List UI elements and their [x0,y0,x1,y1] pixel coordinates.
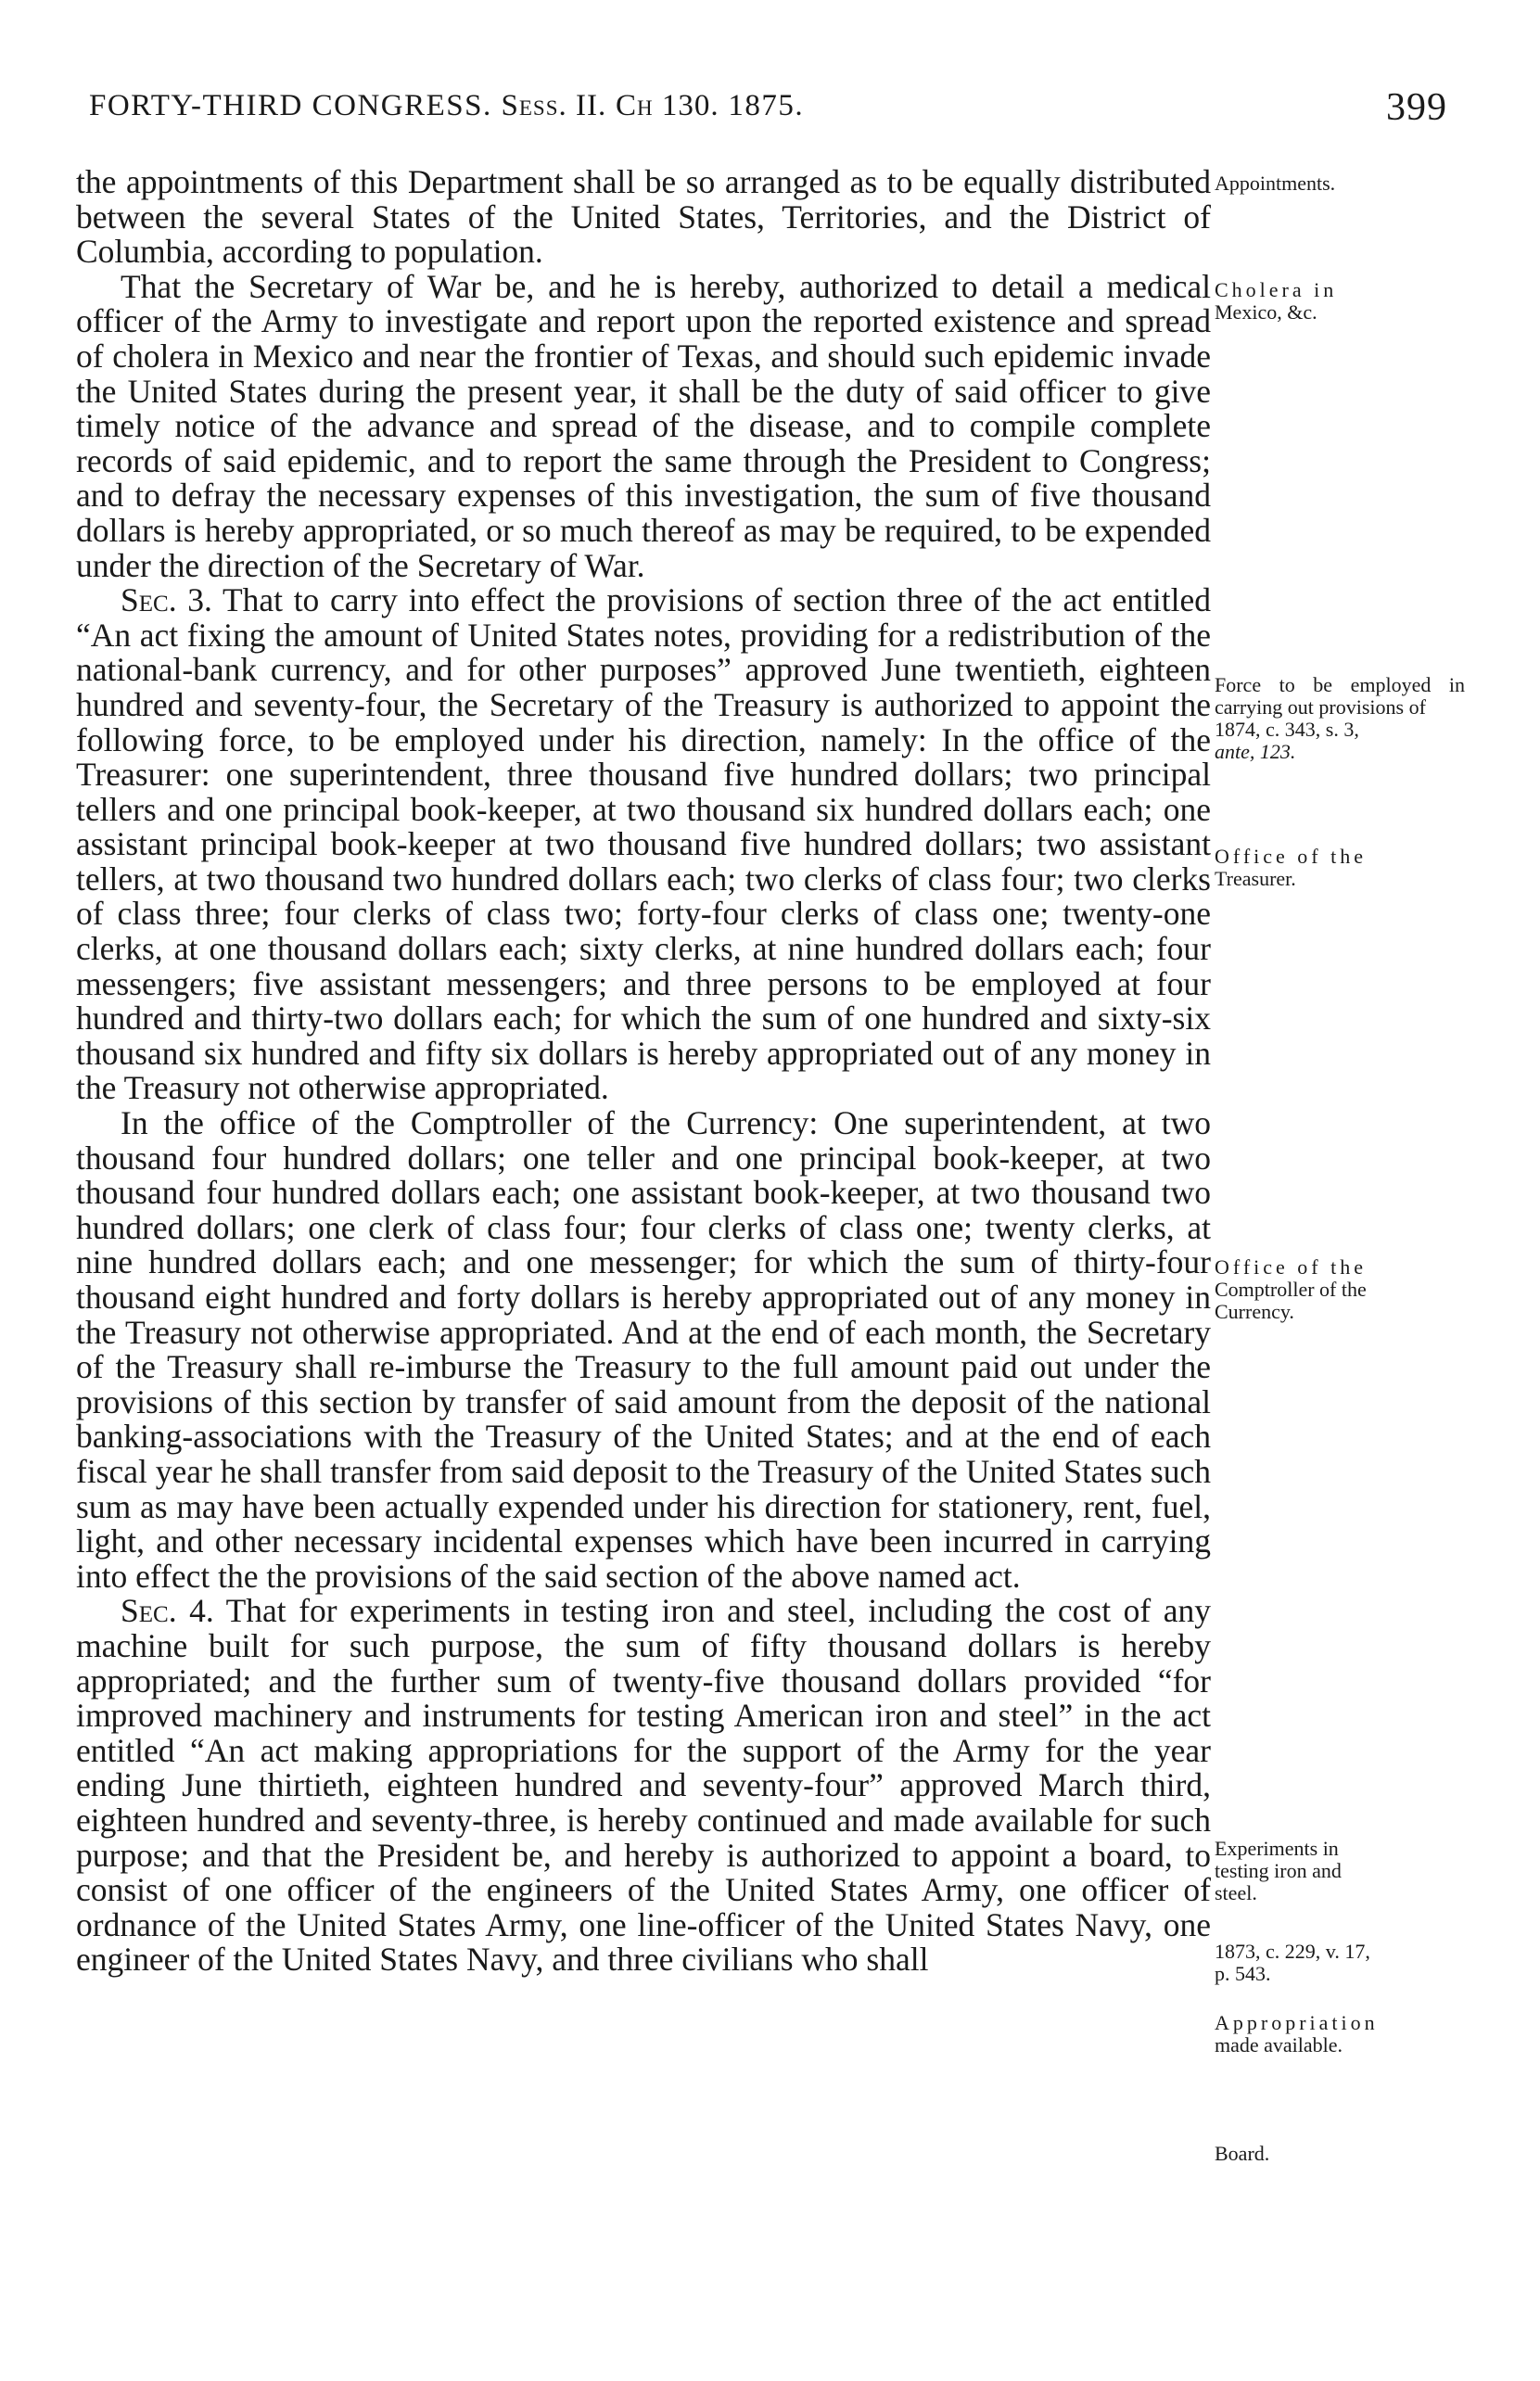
marginal-note-board [1215,2143,1465,2165]
marginal-note-force [1215,674,1465,763]
marginal-note-appointments [1215,172,1465,195]
page-header [89,85,1447,137]
marginal-note-line: Force to be employed in carrying out provisions of [1215,673,1465,719]
marginal-note-line: Appointments. [1215,172,1336,195]
paragraph-section-3 [76,583,1211,1106]
running-head [89,89,804,123]
marginal-note-line: Cholera in [1215,278,1338,301]
running-head-year: 1875. [728,89,805,122]
marginal-note-line: Office of the [1215,1255,1367,1279]
section-label: Sec. 3. [121,581,212,619]
running-head-chapter: Ch 130. [615,89,719,122]
statute-body [76,165,1211,1978]
marginal-note-line: steel. [1215,1881,1257,1904]
marginal-note-citation [1215,1941,1465,1985]
marginal-note-line: 1874, c. 343, s. 3, [1215,718,1359,741]
paragraph-appointments [76,165,1211,270]
paragraph-text: the appointments of this Department shall be so arranged as to be equally distributed between the several States of the United States, Territories, and the District of Columbia, according to population. [76,163,1211,271]
marginal-note-appropriation [1215,2012,1465,2056]
page-number: 399 [1386,86,1447,129]
marginal-note-line: ante, 123. [1215,740,1296,763]
marginal-note-line: made available. [1215,2033,1343,2056]
paragraph-cholera [76,267,1211,584]
paragraph-text: In the office of the Comptroller of the Currency: One superintendent, at two thousand four hundred dollars; one teller and one principal book-keeper, at two thousand four hundred dollars each; one assistant book-keeper, at two thousand two hundred dollars; one clerk of class four; four clerks of class one; twenty clerks, at nine hundred dollars each; and one messenger; for which the sum of thirty-four thousand eight hundred and forty dollars is hereby appropriated out of any money in the Treasury not otherwise appropriated. And at the end of each month, the Secretary of the Treasury shall re-imburse the Treasury to the full amount paid out under the provisions of this section by transfer of said amount from the deposit of the national banking-associations with the Treasury of the United States; and at the end of each fiscal year he shall transfer from said deposit to the Treasury of the United States such sum as may have been actually expended under his direction for stationery, rent, fuel, light, and other necessary incidental expenses which have been incurred in carrying into effect the the provisions of the said section of the above named act. [76,1104,1211,1595]
running-head-session: Sess. II. [501,89,607,122]
marginal-note-cholera [1215,279,1465,324]
marginal-note-line: 1873, c. 229, v. 17, [1215,1940,1370,1963]
marginal-note-experiments [1215,1838,1465,1904]
marginal-note-line: Board. [1215,2142,1270,2165]
section-label: Sec. 4. [121,1592,214,1630]
marginal-note-line: p. 543. [1215,1962,1271,1985]
marginal-note-line: Comptroller of the [1215,1278,1367,1301]
marginal-note-line: Office of the [1215,845,1367,868]
marginal-note-line: Treasurer. [1215,867,1296,890]
marginal-note-line: Appropriation [1215,2011,1379,2034]
marginal-note-line: testing iron and [1215,1859,1342,1882]
marginal-note-line: Mexico, &c. [1215,300,1317,324]
paragraph-comptroller [76,1106,1211,1594]
running-head-congress: FORTY-THIRD CONGRESS. [89,89,492,122]
marginal-note-line: Currency. [1215,1300,1294,1323]
marginal-note-treasurer [1215,846,1465,890]
marginal-note-line: Experiments in [1215,1837,1339,1860]
marginal-note-comptroller [1215,1256,1465,1323]
paragraph-text: That to carry into effect the provisions of section three of the act entitled “An act fixing the amount of United States notes, providing for a redistribution of the national-bank currency, and for other purposes” approved June twentieth, eighteen hundred and seventy-four, the Secretary of the Treasury is authorized to appoint the following force, to be employed under his direction, namely: In the office of the Treasurer: one superintendent, three thousand five hundred dollars; two principal tellers and one principal book-keeper, at two thousand six hundred dollars each; one assistant principal book-keeper at two thousand five hundred dollars; two assistant tellers, at two thousand two hundred dollars each; two clerks of class four; two clerks of class three; four clerks of class two; forty-four clerks of class one; twenty-one clerks, at one thousand dollars each; sixty clerks, at nine hundred dollars each; four messengers; five assistant messengers; and three persons to be employed at four hundred and thirty-two dollars each; for which the sum of one hundred and sixty-six thousand six hundred and fifty six dollars is hereby appropriated out of any money in the Treasury not otherwise appropriated. [76,581,1212,1107]
paragraph-section-4 [76,1594,1211,1978]
paragraph-text: That the Secretary of War be, and he is hereby, authorized to detail a medical officer of the Army to investigate and report upon the reported existence and spread of cholera in Mexico and near the frontier of Texas, and should such epidemic invade the United States during the present year, it shall be the duty of said officer to give timely notice of the advance and spread of the disease, and to compile complete records of said epidemic, and to report the same through the President to Congress; and to defray the necessary expenses of this investigation, the sum of five thousand dollars is hereby appropriated, or so much thereof as may be required, to be expended under the direction of the Secretary of War. [76,267,1211,584]
paragraph-text: That for experiments in testing iron and steel, including the cost of any machine built for such purpose, the sum of fifty thousand dollars is hereby appropriated; and the further sum of twenty-five thousand dollars provided “for improved machinery and instruments for testing American iron and steel” in the act entitled “An act making appropriations for the support of the Army for the year ending June thirtieth, eighteen hundred and seventy-four” approved March third, eighteen hundred and seventy-three, is hereby continued and made available for such purpose; and that the President be, and hereby is authorized to appoint a board, to consist of one officer of the engineers of the United States Army, one officer of ordnance of the United States Army, one line-officer of the United States Navy, one engineer of the United States Navy, and three civilians who shall [76,1592,1211,1979]
